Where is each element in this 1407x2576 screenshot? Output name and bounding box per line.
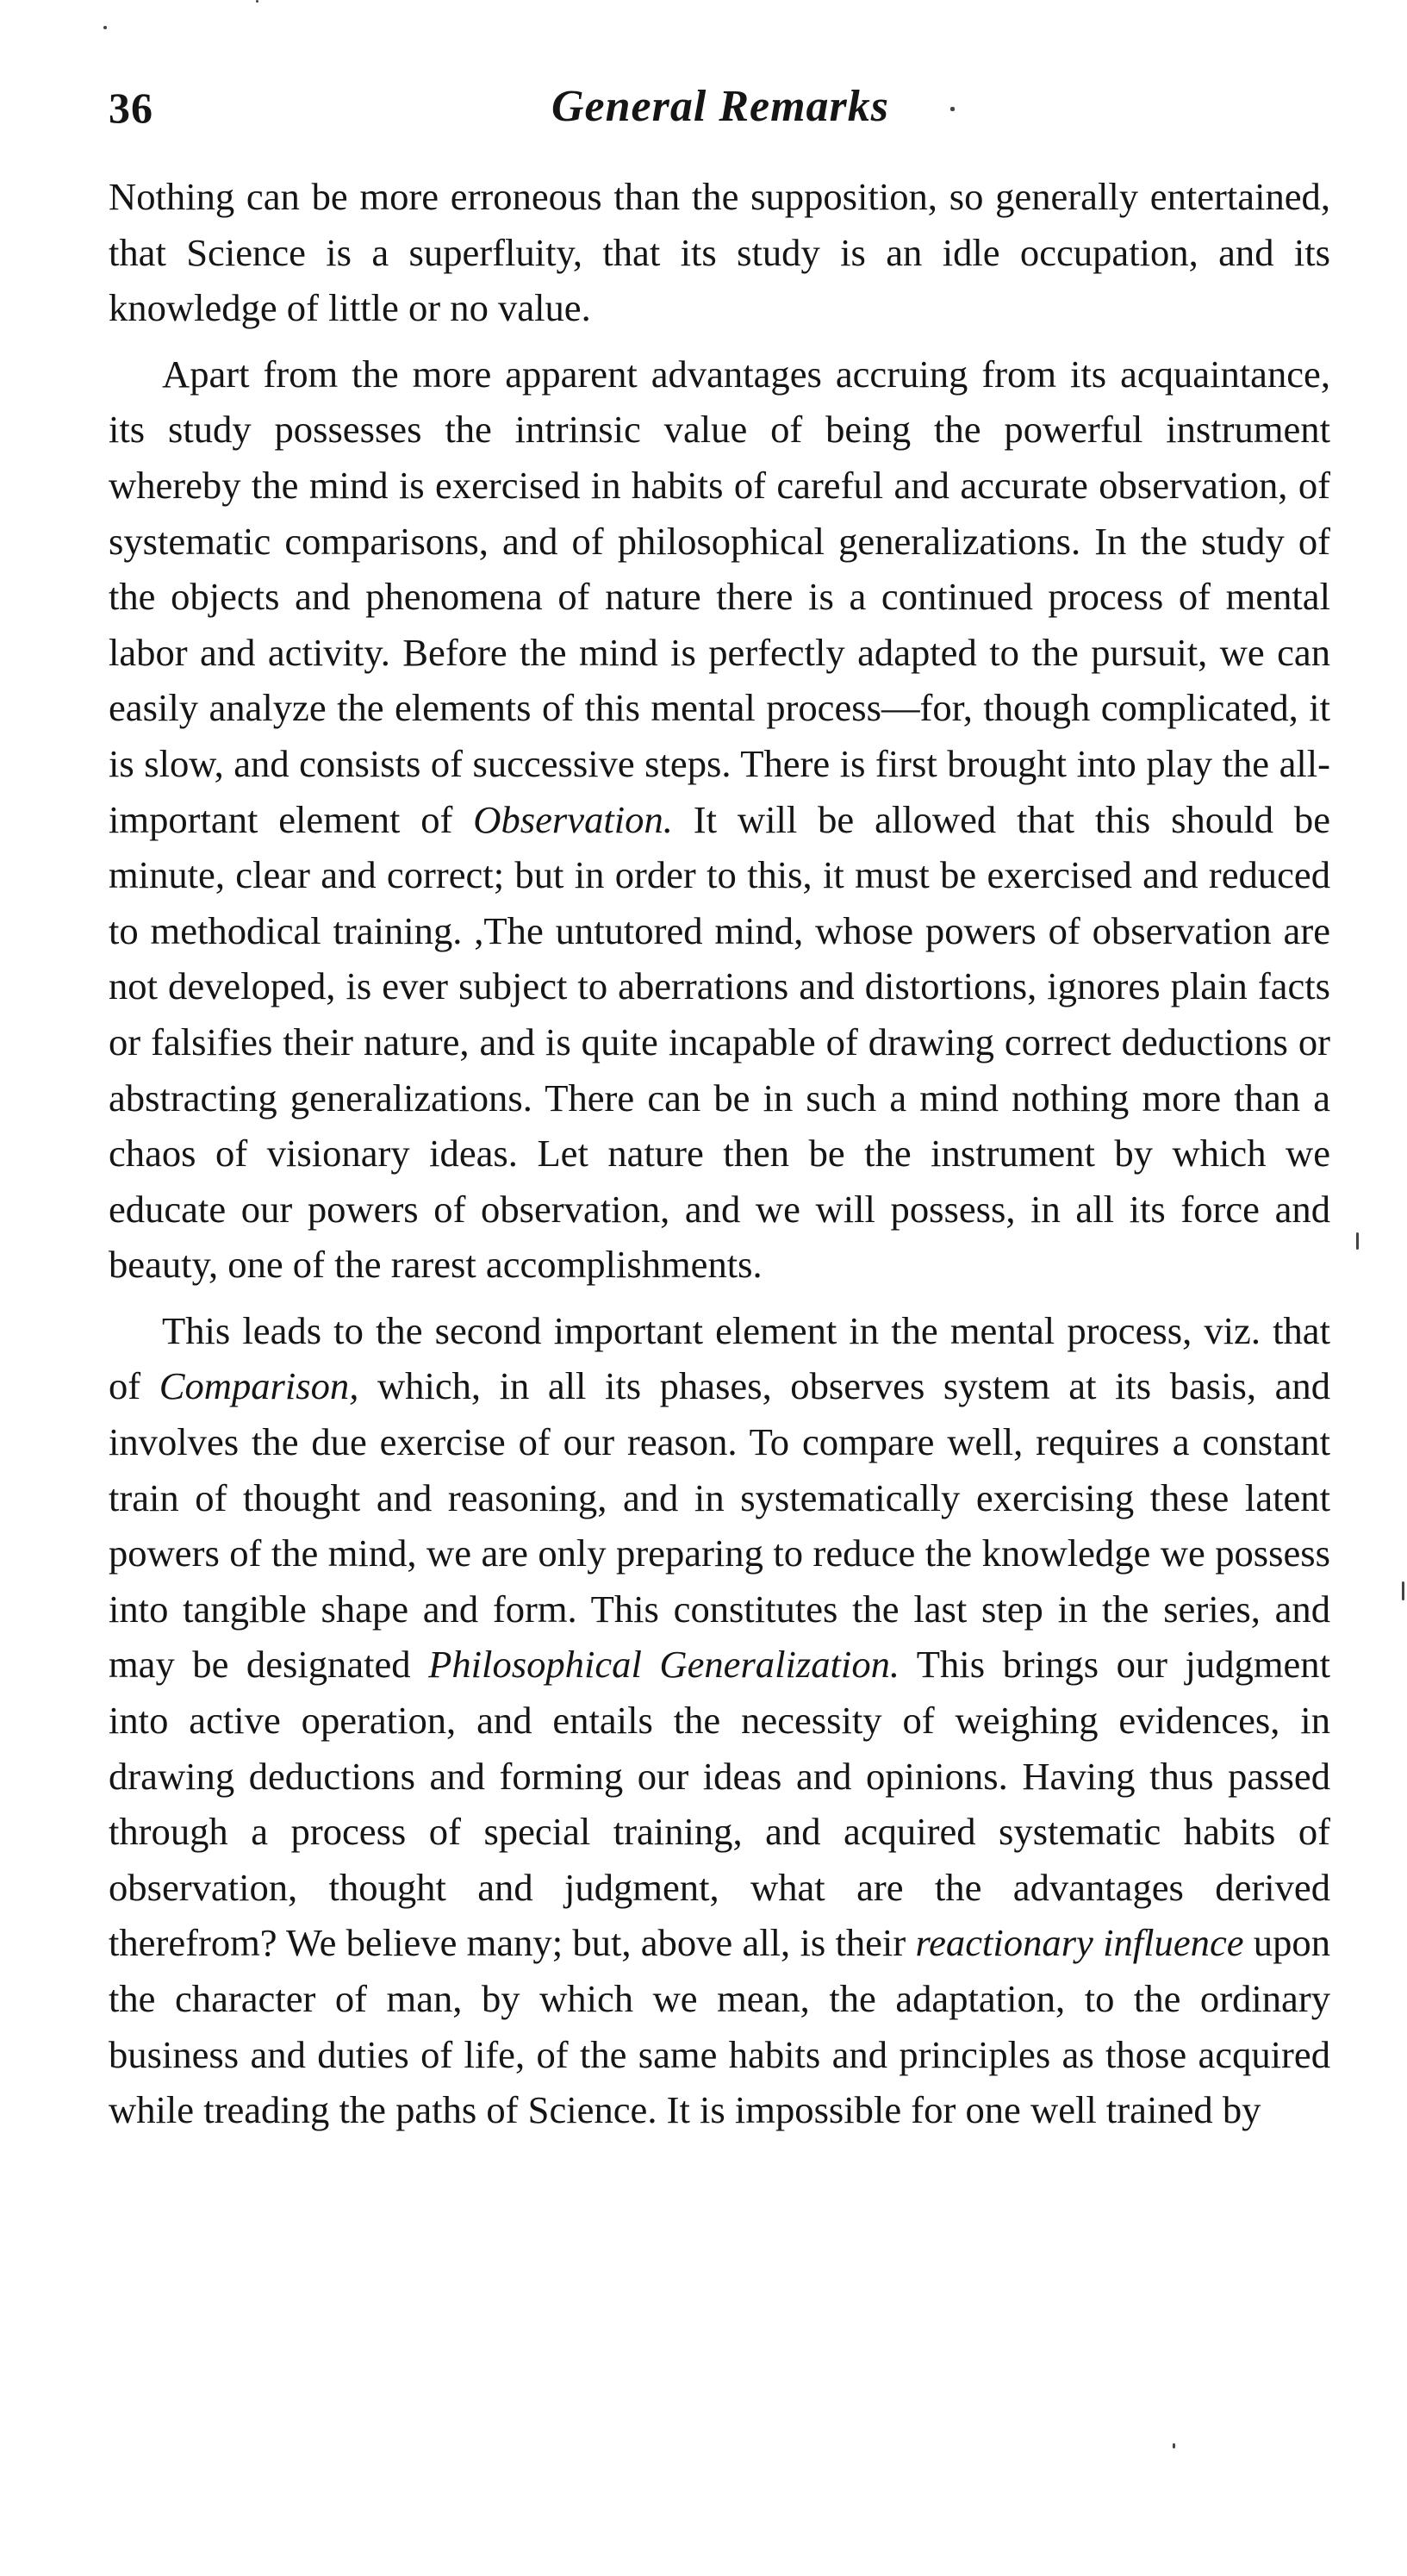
paragraph-2-text-a: Apart from the more apparent advantages accruing from its acquaintance, its study possesses the intrinsic value of being the powerful instrument whereby the mind is exercised in habits of careful and accurate observation, of systematic comparisons, and of philosophical generalizations. In the study of the objects and phenomena of nature there is a continued process of mental labor and activity. Before the mind is perfectly adapted to the pursuit, we can easily analyze the elements of this mental process—for, though complicated, it is slow, and consists of successive steps. There is first brought into play the all-important element of <box>109 352 1330 841</box>
scan-speck <box>256 0 258 3</box>
scan-speck <box>1356 1232 1359 1250</box>
term-comparison: Comparison, <box>159 1364 359 1408</box>
paragraph-3-text-b: which, in all its phases, observes system at its basis, and involves the due exercise of our reason. To compare well, requires a constant train of thought and reasoning, and in systematically exercising these latent powers of the mind, we are only preparing to reduce the knowledge we possess into tangible shape and form. This constitutes the last step in the series, and may be designated <box>109 1364 1330 1687</box>
scan-speck <box>1173 2443 1175 2448</box>
paragraph-3-text-a: This leads to the second important element in the mental process, viz. that of <box>109 1308 1330 1408</box>
paragraph-3-text-c: This brings our judgment into active operation, and entails the necessity of weighing evidences, in drawing deductions and forming our ideas and opinions. Having thus passed through a process of special training, and acquired systematic habits of observation, thought and judgment, what are the advantages derived therefrom? We believe many; but, above all, is their <box>109 1643 1330 1965</box>
body-text <box>109 169 1330 2138</box>
paragraph-3-text-d: upon the character of man, by which we mean, the adaptation, to the ordinary business and duties of life, of the same habits and principles as those acquired while treading the paths of Science. It is impossible for one well trained by <box>109 1921 1330 2132</box>
scan-speck <box>1402 1581 1404 1600</box>
paragraph-2 <box>109 346 1330 1293</box>
paragraph-2-text-b: It will be allowed that this should be minute, clear and correct; but in order to this, it must be exercised and reduced to methodical training. ,The untutored mind, whose powers of observation are not developed, is ever subject to aberrations and distortions, ignores plain facts or falsifies their nature, and is quite incapable of drawing correct deductions or abstracting generalizations. There can be in such a mind nothing more than a chaos of visionary ideas. Let nature then be the instrument by which we educate our powers of observation, and we will possess, in all its force and beauty, one of the rarest accomplishments. <box>109 797 1331 1287</box>
running-head <box>109 76 1332 136</box>
term-philosophical-generalization: Philosophical Generalization. <box>428 1643 900 1687</box>
paragraph-1 <box>109 169 1330 336</box>
term-reactionary-influence: reactionary influence <box>915 1921 1244 1965</box>
page-number: 36 <box>109 84 153 132</box>
paragraph-3 <box>109 1303 1330 2138</box>
scan-speck <box>950 107 955 111</box>
term-observation: Observation. <box>473 797 673 841</box>
paragraph-1-text: Nothing can be more erroneous than the supposition, so generally entertained, that Science is a superfluity, that its study is an idle occupation, and its knowledge of little or no value. <box>109 175 1330 330</box>
running-title: General Remarks <box>551 82 889 131</box>
scan-speck <box>103 26 107 29</box>
